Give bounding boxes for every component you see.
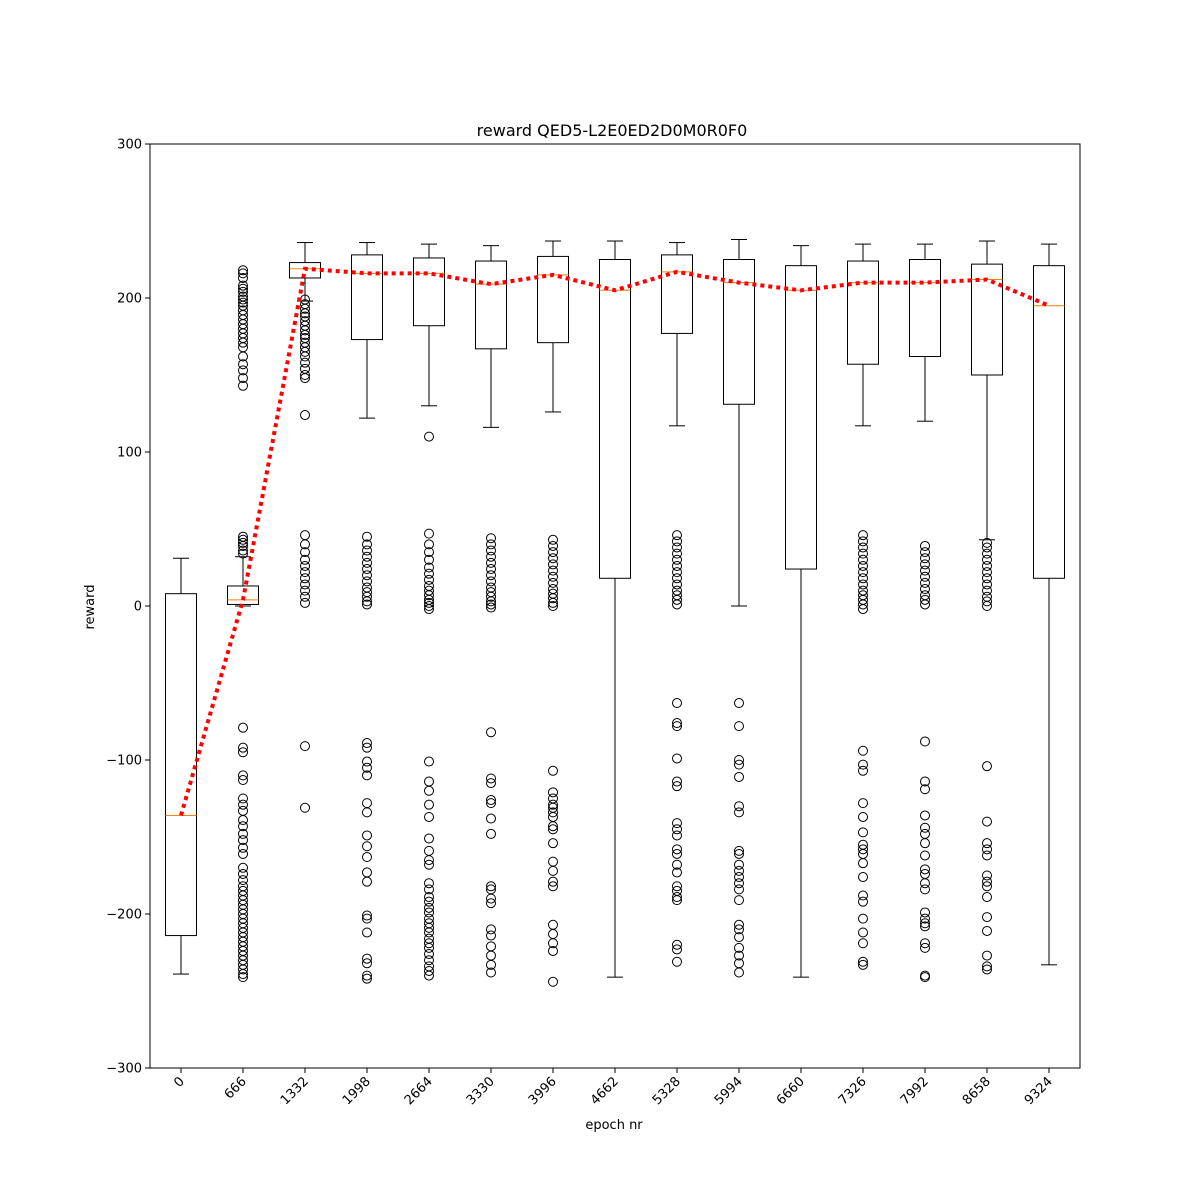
x-tick-label: 9324 bbox=[1021, 1074, 1056, 1109]
x-tick-label: 2664 bbox=[401, 1074, 436, 1109]
x-tick-label: 666 bbox=[221, 1074, 250, 1103]
x-tick-label: 5994 bbox=[711, 1074, 746, 1109]
x-axis-label: epoch nr bbox=[585, 1118, 643, 1133]
x-tick-label: 6660 bbox=[773, 1074, 808, 1109]
x-tick-label: 1332 bbox=[277, 1074, 312, 1109]
y-axis-label: reward bbox=[83, 584, 98, 630]
x-tick-label: 0 bbox=[171, 1074, 188, 1091]
x-tick-label: 5328 bbox=[649, 1074, 684, 1109]
y-tick-label: 0 bbox=[133, 599, 142, 615]
x-tick-label: 4662 bbox=[587, 1074, 622, 1109]
x-tick-label: 3330 bbox=[463, 1074, 498, 1109]
x-tick-label: 3996 bbox=[525, 1074, 560, 1109]
y-tick-label: −100 bbox=[106, 753, 142, 769]
y-tick-label: 100 bbox=[117, 445, 142, 461]
y-tick-label: −200 bbox=[106, 907, 142, 923]
y-tick-label: −300 bbox=[106, 1061, 142, 1077]
x-tick-label: 7326 bbox=[835, 1074, 870, 1109]
x-tick-label: 7992 bbox=[897, 1074, 932, 1109]
chart-title: reward QED5-L2E0ED2D0M0R0F0 bbox=[476, 121, 748, 140]
x-tick-label: 1998 bbox=[339, 1074, 374, 1109]
x-tick-label: 8658 bbox=[959, 1074, 994, 1109]
y-tick-label: 300 bbox=[117, 137, 142, 153]
y-tick-label: 200 bbox=[117, 291, 142, 307]
